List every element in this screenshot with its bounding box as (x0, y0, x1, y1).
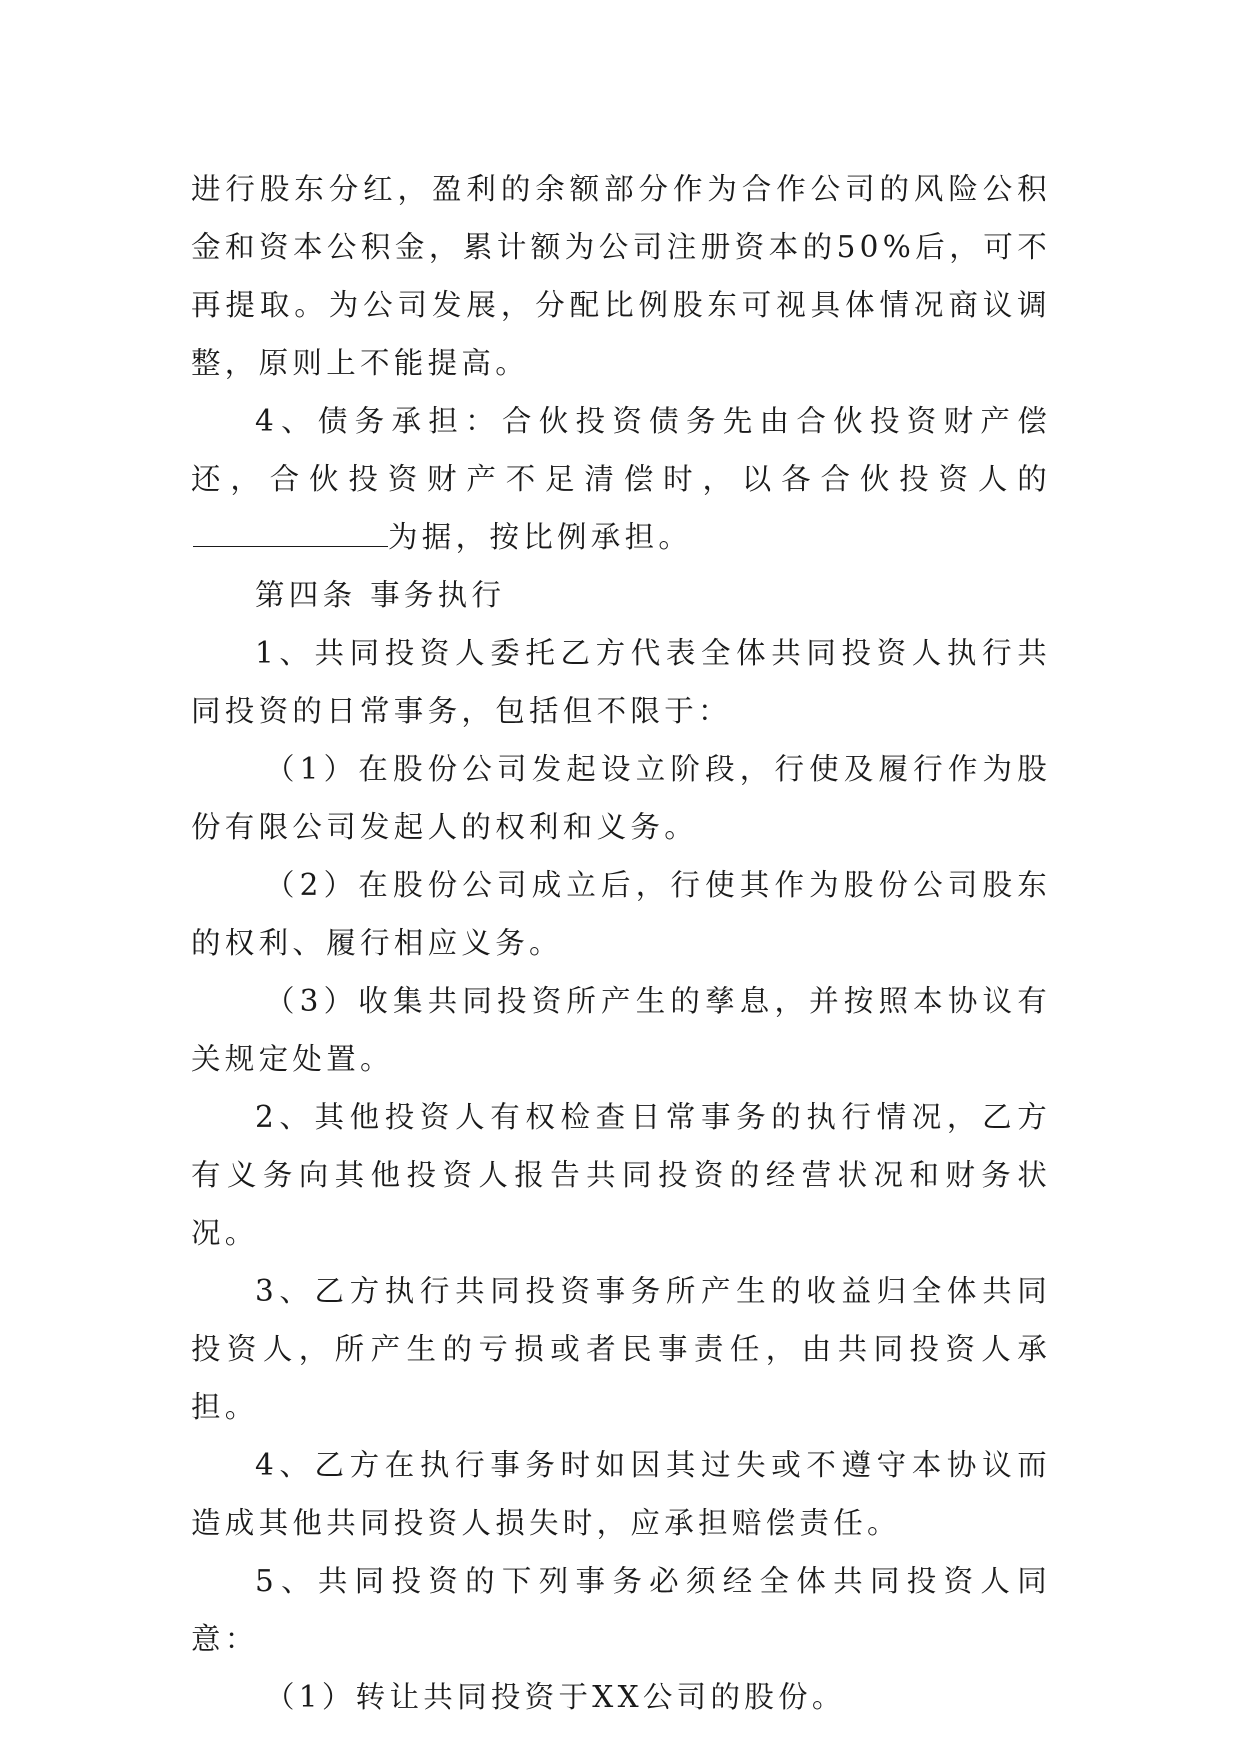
paragraph-delegation: 1、共同投资人委托乙方代表全体共同投资人执行共同投资的日常事务，包括但不限于： (191, 636, 1051, 728)
debt-text-before-blank: 4、债务承担：合伙投资债务先由合伙投资财产偿还，合伙投资财产不足清偿时，以各合伙投资人的 (191, 404, 1051, 496)
document-body (191, 160, 1051, 1726)
paragraph-profit-loss: 3、乙方执行共同投资事务所产生的收益归全体共同投资人，所产生的亏损或者民事责任，由共同投资人承担。 (191, 1274, 1051, 1424)
fill-in-blank (193, 516, 388, 547)
paragraph-inspection-right: 2、其他投资人有权检查日常事务的执行情况，乙方有义务向其他投资人报告共同投资的经营状况和财务状况。 (191, 1100, 1051, 1250)
paragraph-debt-bearing (191, 392, 1051, 566)
debt-text-after-blank: 为据，按比例承担。 (388, 520, 693, 554)
paragraph-transfer-shares: （1）转让共同投资于XX公司的股份。 (265, 1680, 846, 1714)
paragraph-item-3: （3）收集共同投资所产生的孳息，并按照本协议有关规定处置。 (191, 984, 1051, 1076)
paragraph-profit-distribution: 进行股东分红，盈利的余额部分作为合作公司的风险公积金和资本公积金，累计额为公司注册资本的50%后，可不再提取。为公司发展，分配比例股东可视具体情况商议调整，原则上不能提高。 (191, 172, 1051, 380)
paragraph-item-2: （2）在股份公司成立后，行使其作为股份公司股东的权利、履行相应义务。 (191, 868, 1051, 960)
paragraph-liability: 4、乙方在执行事务时如因其过失或不遵守本协议而造成其他共同投资人损失时，应承担赔偿责任。 (191, 1448, 1051, 1540)
paragraph-consent-required: 5、共同投资的下列事务必须经全体共同投资人同意： (191, 1564, 1051, 1656)
paragraph-item-1: （1）在股份公司发起设立阶段，行使及履行作为股份有限公司发起人的权利和义务。 (191, 752, 1051, 844)
heading-article-four: 第四条 事务执行 (255, 578, 506, 612)
